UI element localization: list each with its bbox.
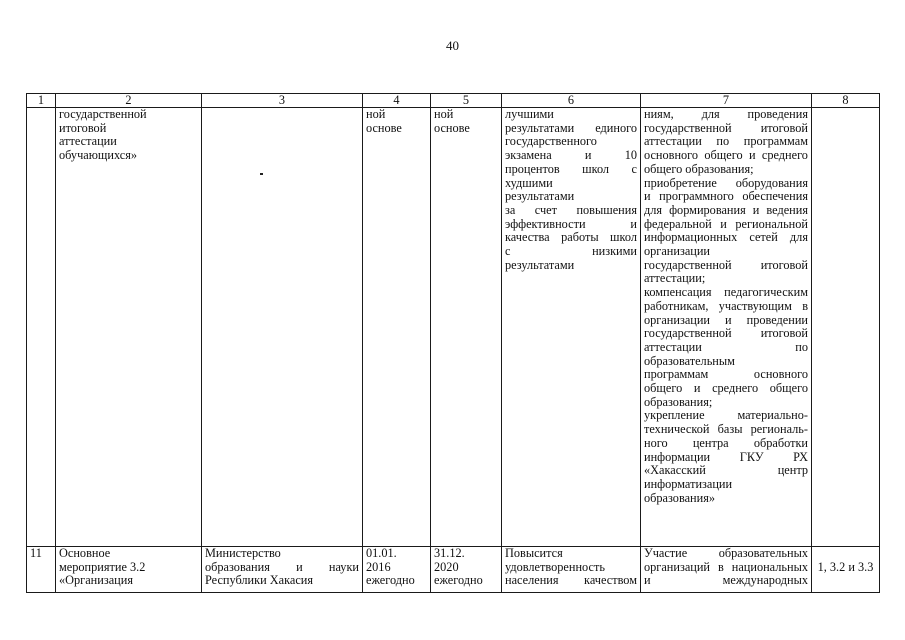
column-number: 4: [363, 94, 431, 108]
word: формирования: [669, 202, 746, 217]
word: организации: [644, 312, 711, 327]
word: по: [716, 134, 730, 149]
text-line: 2020: [434, 559, 459, 574]
word: за: [505, 202, 516, 217]
text-line: [644, 259, 808, 273]
column-number: 7: [641, 94, 812, 108]
word: информационных: [644, 230, 738, 245]
text-line: удовлетворенность: [505, 559, 605, 574]
text-line: [644, 314, 808, 328]
word: технической: [644, 422, 710, 437]
word: информации: [644, 449, 711, 464]
column-number: 8: [812, 94, 880, 108]
word: образовательных: [718, 546, 808, 560]
word: школ: [610, 230, 637, 245]
word: педагогическим: [724, 285, 808, 300]
word: и: [725, 312, 732, 327]
text-line: общего образования;: [644, 161, 754, 176]
word: ниям,: [644, 107, 674, 121]
word: государственной: [644, 257, 732, 272]
column-number-row: [27, 94, 880, 108]
word: качества: [505, 230, 550, 245]
text-line: образовательным: [644, 353, 735, 368]
program-table: [26, 93, 880, 593]
word: итоговой: [760, 326, 808, 341]
text-line: ежегодно: [366, 573, 415, 588]
word: общего: [769, 381, 808, 396]
word: итоговой: [760, 120, 808, 135]
main-directions-cell: [641, 547, 812, 593]
executor-cell: [202, 547, 363, 593]
text-line: [644, 437, 808, 451]
word: государственной: [644, 326, 732, 341]
word: по: [795, 339, 808, 354]
text-line: 01.01.: [366, 546, 397, 560]
word: низкими: [592, 244, 637, 259]
text-line: ной: [366, 107, 386, 121]
column-number: 6: [502, 94, 641, 108]
word: обработки: [753, 435, 808, 450]
indicator-link-value: 1, 3.2 и 3.3: [817, 560, 874, 574]
word: в: [717, 559, 724, 574]
text-line: мероприятие 3.2: [59, 559, 146, 574]
word: и: [693, 381, 701, 396]
word: «Хакасский: [644, 463, 706, 478]
word: государственной: [644, 120, 732, 135]
text-line: 2016: [366, 559, 391, 574]
word: среднего: [712, 381, 759, 396]
word: материально-: [737, 408, 808, 423]
text-line: [644, 135, 808, 149]
word: единого: [595, 120, 637, 135]
dash-mark: [260, 173, 263, 175]
word: центр: [777, 463, 808, 478]
word: национальных: [731, 559, 808, 574]
text-line: [644, 327, 808, 341]
word: программного: [659, 189, 734, 204]
column-number: 2: [56, 94, 202, 108]
word: работникам,: [644, 298, 709, 313]
word: участвующим: [718, 298, 792, 313]
word: ГКУ: [739, 449, 764, 464]
word: качеством: [584, 573, 637, 588]
text-line: государственного: [505, 134, 597, 149]
word: международных: [722, 573, 808, 588]
word: и: [752, 202, 760, 217]
text-line: информатизации: [644, 476, 733, 491]
text-line: организации: [644, 244, 711, 259]
row-number-cell: 11: [27, 547, 56, 593]
text-line: Республики Хакасия: [205, 573, 314, 588]
word: эффективности: [505, 216, 586, 231]
word: аттестации: [644, 339, 702, 354]
text-line: обучающихся»: [59, 148, 138, 163]
text-line: [644, 409, 808, 423]
word: населения: [505, 573, 559, 588]
text-line: ежегодно: [434, 573, 483, 588]
text-line: [505, 149, 637, 163]
word: центра: [692, 435, 729, 450]
word: в: [802, 298, 808, 313]
expected-result-cell: [502, 547, 641, 593]
word: и: [720, 216, 727, 231]
text-line: [644, 561, 808, 575]
word: аттестации: [644, 134, 702, 149]
word: укрепление: [644, 408, 705, 423]
text-line: результатами: [505, 257, 575, 272]
text-line: [505, 163, 637, 177]
text-line: [644, 218, 808, 232]
text-line: [644, 190, 808, 204]
word: федеральной: [644, 216, 712, 231]
word: общего: [704, 148, 743, 163]
word: и: [630, 216, 637, 231]
text-line: [644, 204, 808, 218]
text-line: Повысится: [505, 546, 563, 560]
executor-cell: [202, 108, 363, 547]
word: для: [644, 202, 663, 217]
word: основного: [644, 148, 699, 163]
text-line: основе: [366, 120, 402, 135]
word: и: [584, 148, 592, 163]
word: общего: [644, 381, 683, 396]
word: результатами: [505, 120, 575, 135]
text-line: [644, 341, 808, 355]
word: работы: [561, 230, 599, 245]
word: основного: [753, 367, 808, 382]
table-row: [27, 108, 880, 547]
word: проведения: [747, 107, 808, 121]
text-line: государственной: [59, 107, 147, 121]
text-line: [644, 451, 808, 465]
text-line: Министерство: [205, 546, 281, 560]
table-row: [27, 547, 880, 593]
word: с: [631, 161, 637, 176]
column-number: 5: [431, 94, 502, 108]
word: экзамена: [505, 148, 552, 163]
expected-result-cell: [502, 108, 641, 547]
word: РХ: [793, 449, 808, 464]
word: сетей: [749, 230, 778, 245]
text-line: [644, 300, 808, 314]
word: программам: [644, 367, 709, 382]
word: Участие: [644, 546, 688, 560]
word: 10: [624, 148, 637, 163]
word: среднего: [761, 148, 808, 163]
word: с: [505, 244, 511, 259]
event-name-cell: [56, 108, 202, 547]
page-number: 40: [446, 38, 459, 53]
text-line: [505, 245, 637, 259]
word: и: [296, 559, 303, 574]
word: образования: [205, 559, 270, 574]
start-date-cell: [363, 108, 431, 547]
word: школ: [582, 161, 610, 176]
text-line: [505, 231, 637, 245]
word: счет: [534, 202, 557, 217]
text-line: [644, 122, 808, 136]
text-line: [644, 464, 808, 478]
word: организаций: [644, 559, 711, 574]
row-number-cell: [27, 108, 56, 547]
text-line: [644, 108, 808, 122]
text-line: 31.12.: [434, 546, 465, 560]
word: базы: [717, 422, 743, 437]
word: программам: [743, 134, 808, 149]
word: и: [644, 573, 651, 588]
text-line: [644, 177, 808, 191]
word: обеспечения: [742, 189, 808, 204]
text-line: [644, 382, 808, 396]
text-line: [644, 368, 808, 382]
text-line: результатами: [505, 189, 575, 204]
text-line: ной: [434, 107, 454, 121]
text-line: [644, 574, 808, 588]
word: процентов: [505, 161, 560, 176]
text-line: худшими: [505, 175, 553, 190]
text-line: [644, 149, 808, 163]
text-line: образования;: [644, 394, 713, 409]
word: проведении: [746, 312, 808, 327]
word: итоговой: [760, 257, 808, 272]
word: для: [701, 107, 720, 121]
start-date-cell: [363, 547, 431, 593]
text-line: итоговой: [59, 120, 107, 135]
column-number: 3: [202, 94, 363, 108]
text-line: [644, 286, 808, 300]
word: региональ-: [750, 422, 808, 437]
word: ведения: [766, 202, 808, 217]
word: и: [644, 189, 651, 204]
text-line: [505, 574, 637, 588]
word: региональной: [735, 216, 808, 231]
text-line: [505, 122, 637, 136]
text-line: аттестации: [59, 134, 117, 149]
text-line: лучшими: [505, 107, 554, 121]
text-line: Основное: [59, 546, 111, 560]
text-line: [644, 423, 808, 437]
text-line: [505, 204, 637, 218]
word: компенсация: [644, 285, 712, 300]
word: приобретение: [644, 175, 717, 190]
word: науки: [328, 559, 359, 574]
word: повышения: [576, 202, 637, 217]
word: оборудования: [735, 175, 808, 190]
indicator-link-cell: [812, 108, 880, 547]
end-date-cell: [431, 547, 502, 593]
event-name-cell: [56, 547, 202, 593]
text-line: основе: [434, 120, 470, 135]
word: и: [748, 148, 756, 163]
text-line: [644, 231, 808, 245]
text-line: [644, 547, 808, 561]
text-line: [205, 561, 359, 575]
column-number: 1: [27, 94, 56, 108]
word: ного: [644, 435, 668, 450]
word: для: [789, 230, 808, 245]
text-line: аттестации;: [644, 271, 706, 286]
end-date-cell: [431, 108, 502, 547]
indicator-link-cell: [812, 547, 880, 593]
main-directions-cell: [641, 108, 812, 547]
text-line: образования»: [644, 490, 716, 505]
text-line: [505, 218, 637, 232]
text-line: «Организация: [59, 573, 133, 588]
